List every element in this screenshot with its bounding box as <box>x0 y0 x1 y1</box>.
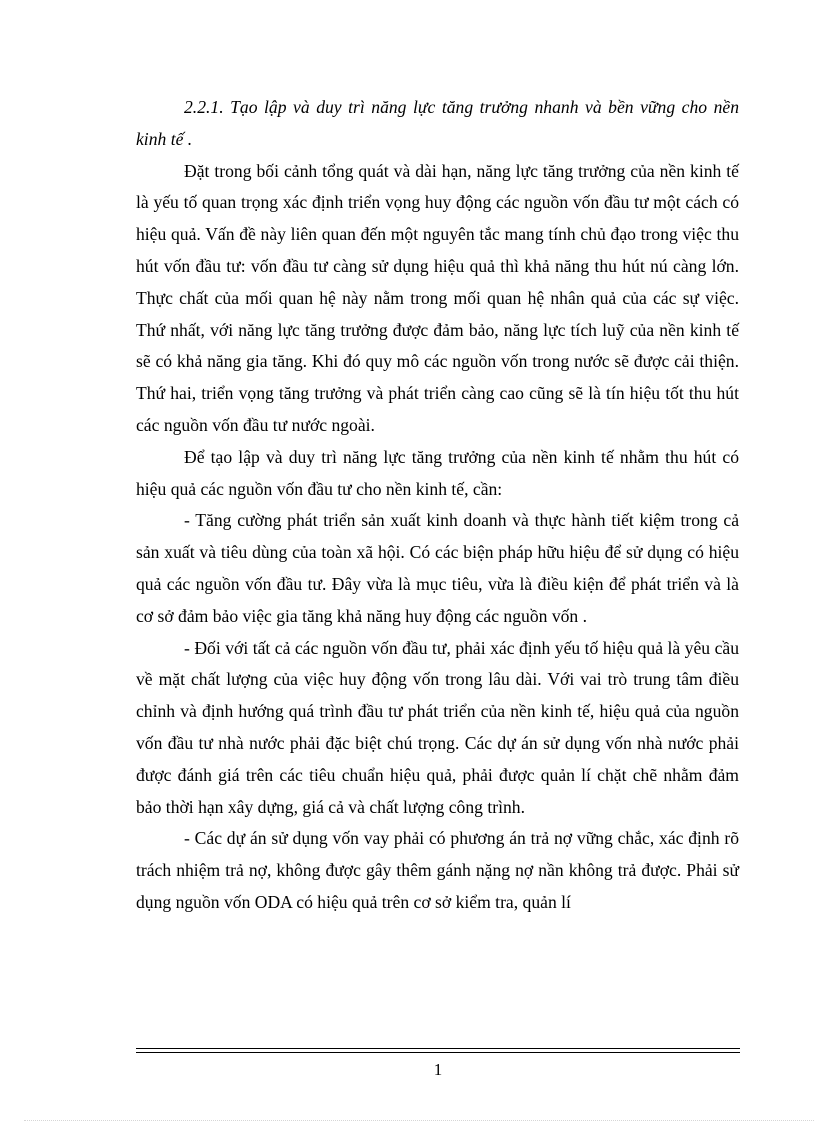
bullet-efficiency: - Đối với tất cả các nguồn vốn đầu tư, phải xác định yếu tố hiệu quả là yêu cầu về mặt chất lượng của việc huy động vốn trong lâu dài. Với vai trò trung tâm điều chỉnh và định hướng quá trình đầu tư phát triển của nền kinh tế, hiệu quả của nguồn vốn đầu tư nhà nước phải đặc biệt chú trọng. Các dự án sử dụng vốn nhà nước phải được đánh giá trên các tiêu chuẩn hiệu quả, phải được quản lí chặt chẽ nhằm đảm bảo thời hạn xây dựng, giá cả và chất lượng công trình. <box>136 637 739 817</box>
footer-rule-bottom <box>136 1052 740 1053</box>
footer-rule-top <box>136 1048 740 1049</box>
body-text <box>136 92 739 919</box>
page-edge-divider <box>24 1120 814 1121</box>
page-number: 1 <box>433 1060 443 1079</box>
bullet-production-saving: - Tăng cường phát triển sản xuất kinh doanh và thực hành tiết kiệm trong cả sản xuất và tiêu dùng của toàn xã hội. Có các biện pháp hữu hiệu để sử dụng có hiệu quả các nguồn vốn đầu tư. Đây vừa là mục tiêu, vừa là điều kiện để phát triển và là cơ sở đảm bảo việc gia tăng khả năng huy động các nguồn vốn . <box>136 510 739 626</box>
paragraph-growth-context: Đặt trong bối cảnh tổng quát và dài hạn, năng lực tăng trưởng của nền kinh tế là yếu tố quan trọng xác định triển vọng huy động các nguồn vốn đầu tư một cách có hiệu quả. Vấn đề này liên quan đến một nguyên tắc mang tính chủ đạo trong việc thu hút vốn đầu tư: vốn đầu tư càng sử dụng hiệu quả thì khả năng thu hút nú càng lớn. Thực chất của mối quan hệ này nằm trong mối quan hệ nhân quả của các sự việc. Thứ nhất, với năng lực tăng trưởng được đảm bảo, năng lực tích luỹ của nền kinh tế sẽ có khả năng gia tăng. Khi đó quy mô các nguồn vốn trong nước sẽ được cải thiện. Thứ hai, triển vọng tăng trưởng và phát triển càng cao cũng sẽ là tín hiệu tốt thu hút các nguồn vốn đầu tư nước ngoài. <box>136 160 739 435</box>
section-heading: 2.2.1. Tạo lập và duy trì năng lực tăng trưởng nhanh và bền vững cho nền kinh tế . <box>136 97 739 149</box>
paragraph-requirements-intro: Để tạo lập và duy trì năng lực tăng trưởng của nền kinh tế nhằm thu hút có hiệu quả các nguồn vốn đầu tư cho nền kinh tế, cần: <box>136 446 739 499</box>
bullet-loan-projects: - Các dự án sử dụng vốn vay phải có phương án trả nợ vững chắc, xác định rõ trách nhiệm trả nợ, không được gây thêm gánh nặng nợ nần không trả được. Phải sử dụng nguồn vốn ODA có hiệu quả trên cơ sở kiểm tra, quản lí <box>136 828 739 912</box>
